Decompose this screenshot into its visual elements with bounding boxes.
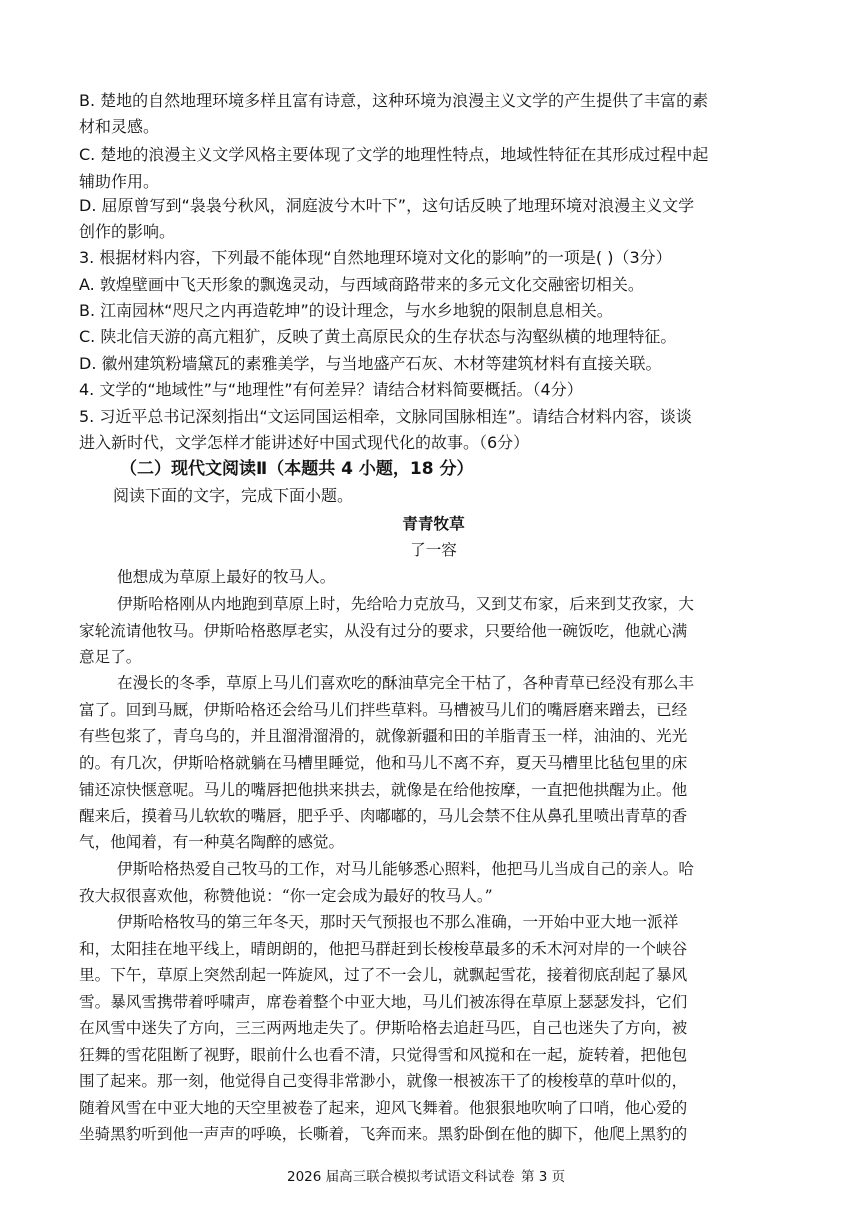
story-line: 富了。回到马厩，伊斯哈格还会给马儿们拌些草料。马槽被马儿们的嘴唇磨来蹭去，已经 [79, 701, 688, 719]
story-line: 铺还凉快惬意呢。马儿的嘴唇把他拱来拱去，就像是在给他按摩，一直把他拱醒为止。他 [79, 781, 688, 799]
section-heading: （二）现代文阅读Ⅱ（本题共 4 小题，18 分） [120, 459, 474, 479]
question-3-option-a: A. 敦煌壁画中飞天形象的飘逸灵动，与西域商路带来的多元文化交融密切相关。 [79, 275, 644, 294]
story-line: 伊斯哈格刚从内地跑到草原上时，先给哈力克放马，又到艾布家，后来到艾孜家，大 [117, 595, 694, 613]
option-d-line-1: D. 屈原曾写到“袅袅兮秋风，洞庭波兮木叶下”，这句话反映了地理环境对浪漫主义文学 [79, 196, 695, 215]
story-line: 里。下午，草原上突然刮起一阵旋风，过了不一会儿，就飘起雪花，接着彻底刮起了暴风 [79, 966, 688, 984]
story-line: 他想成为草原上最好的牧马人。 [117, 568, 336, 586]
story-line: 狂舞的雪花阻断了视野，眼前什么也看不清，只觉得雪和风搅和在一起，旋转着，把他包 [79, 1046, 688, 1064]
footer-exam-title: 2026 届高三联合模拟考试语文科试卷 [287, 1169, 515, 1185]
section-instruction: 阅读下面的文字，完成下面小题。 [113, 486, 354, 505]
option-c-line-1: C. 楚地的浪漫主义文学风格主要体现了文学的地理性特点，地域性特征在其形成过程中起 [79, 145, 709, 164]
story-line: 的。有几次，伊斯哈格就躺在马槽里睡觉，他和马儿不离不弃，夏天马槽里比毡包里的床 [79, 754, 688, 772]
story-line: 醒来后，摸着马儿软软的嘴唇，肥乎乎、肉嘟嘟的，马儿会禁不住从鼻孔里喷出青草的香 [79, 807, 688, 825]
story-line: 家轮流请他牧马。伊斯哈格憨厚老实，从没有过分的要求，只要给他一碗饭吃，他就心满 [79, 622, 688, 640]
question-4: 4. 文学的“地域性”与“地理性”有何差异？请结合材料简要概括。（4分） [79, 380, 583, 399]
footer-page-number: 第 3 页 [521, 1169, 566, 1185]
option-c-line-2: 辅助作用。 [79, 172, 160, 191]
question-3-option-d: D. 徽州建筑粉墙黛瓦的素雅美学，与当地盛产石灰、木材等建筑材料有直接关联。 [79, 354, 662, 373]
story-line: 气，他闻着，有一种莫名陶醉的感觉。 [79, 833, 345, 851]
question-3-stem: 3. 根据材料内容，下列最不能体现“自然地理环境对文化的影响”的一项是( )（3分） [79, 248, 672, 267]
story-line: 孜大叔很喜欢他，称赞他说：“你一定会成为最好的牧马人。” [79, 887, 493, 905]
option-d-line-2: 创作的影响。 [79, 222, 176, 241]
option-b-line-2: 材和灵感。 [79, 117, 160, 136]
story-line: 伊斯哈格牧马的第三年冬天，那时天气预报也不那么准确，一开始中亚大地一派祥 [117, 913, 679, 931]
story-line: 和，太阳挂在地平线上，晴朗朗的，他把马群赶到长梭梭草最多的禾木河对岸的一个峡谷 [79, 940, 688, 958]
story-line: 围了起来。那一刻，他觉得自己变得非常渺小，就像一根被冻干了的梭梭草的草叶似的， [79, 1072, 688, 1090]
story-author: 了一容 [410, 541, 457, 559]
option-b-line-1: B. 楚地的自然地理环境多样且富有诗意，这种环境为浪漫主义文学的产生提供了丰富的素 [79, 91, 709, 110]
story-line: 有些包浆了，青乌乌的，并且溜滑溜滑的，就像新疆和田的羊脂青玉一样，油油的、光光 [79, 727, 688, 745]
story-line: 在风雪中迷失了方向，三三两两地走失了。伊斯哈格去追赶马匹，自己也迷失了方向，被 [79, 1019, 688, 1037]
story-line: 在漫长的冬季，草原上马儿们喜欢吃的酥油草完全干枯了，各种青草已经没有那么丰 [117, 674, 694, 692]
story-line: 意足了。 [79, 648, 142, 666]
question-3-option-c: C. 陕北信天游的高亢粗犷，反映了黄土高原民众的生存状态与沟壑纵横的地理特征。 [79, 327, 677, 346]
question-5-line-2: 进入新时代，文学怎样才能讲述好中国式现代化的故事。（6分） [79, 433, 530, 452]
story-title: 青青牧草 [402, 514, 465, 533]
story-line: 随着风雪在中亚大地的天空里被卷了起来，迎风飞舞着。他狠狠地吹响了口哨，他心爱的 [79, 1099, 688, 1117]
story-line: 雪。暴风雪携带着呼啸声，席卷着整个中亚大地，马儿们被冻得在草原上瑟瑟发抖，它们 [79, 993, 688, 1011]
question-5-line-1: 5. 习近平总书记深刻指出“文运同国运相牵，文脉同国脉相连”。请结合材料内容，谈谈 [79, 407, 692, 426]
story-line: 伊斯哈格热爱自己牧马的工作，对马儿能够悉心照料，他把马儿当成自己的亲人。哈 [117, 860, 694, 878]
story-line: 坐骑黑豹听到他一声声的呼唤，长嘶着，飞奔而来。黑豹卧倒在他的脚下，他爬上黑豹的 [79, 1125, 688, 1143]
question-3-option-b: B. 江南园林“咫尺之内再造乾坤”的设计理念，与水乡地貌的限制息息相关。 [79, 301, 613, 320]
